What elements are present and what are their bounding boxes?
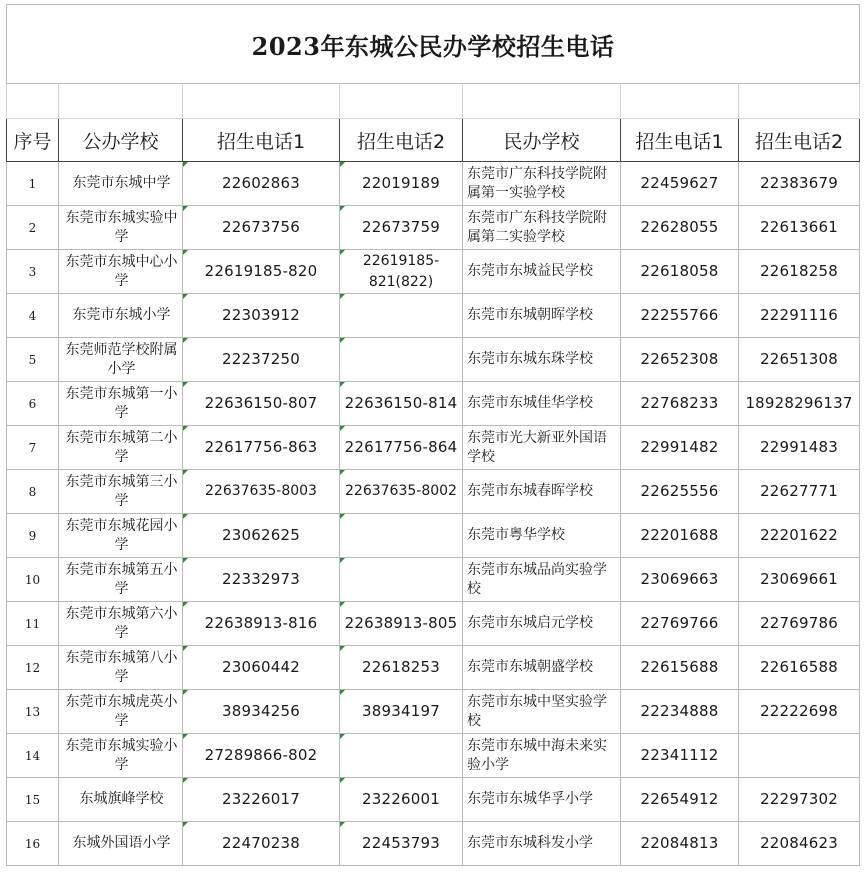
row-number[interactable]: 9 <box>7 514 59 558</box>
private-phone1[interactable]: 22625556 <box>621 470 739 514</box>
public-phone2[interactable] <box>340 734 463 778</box>
public-school-name[interactable]: 东莞市东城第一小学 <box>59 382 183 426</box>
public-phone1[interactable]: 22638913-816 <box>183 602 340 646</box>
header-private-school: 民办学校 <box>463 119 621 162</box>
private-phone1[interactable]: 22652308 <box>621 338 739 382</box>
private-school-name[interactable]: 东莞市光大新亚外国语学校 <box>463 426 621 470</box>
private-phone1[interactable]: 22768233 <box>621 382 739 426</box>
public-phone1[interactable]: 23062625 <box>183 514 340 558</box>
public-phone1[interactable]: 22673756 <box>183 206 340 250</box>
public-school-name[interactable]: 东莞市东城第三小学 <box>59 470 183 514</box>
row-number[interactable]: 14 <box>7 734 59 778</box>
public-school-name[interactable]: 东莞市东城中心小学 <box>59 250 183 294</box>
row-number[interactable]: 4 <box>7 294 59 338</box>
header-public-phone1: 招生电话1 <box>183 119 340 162</box>
table-row <box>7 162 860 206</box>
table-row <box>7 514 860 558</box>
row-number[interactable]: 8 <box>7 470 59 514</box>
private-school-name[interactable]: 东莞市东城春晖学校 <box>463 470 621 514</box>
table-row <box>7 822 860 866</box>
header-no: 序号 <box>7 119 59 162</box>
row-number[interactable]: 5 <box>7 338 59 382</box>
public-school-name[interactable]: 东莞市东城第六小学 <box>59 602 183 646</box>
blank-cell[interactable] <box>621 84 739 119</box>
public-phone2[interactable]: 22673759 <box>340 206 463 250</box>
row-number[interactable]: 12 <box>7 646 59 690</box>
public-phone1[interactable]: 23226017 <box>183 778 340 822</box>
private-school-name[interactable]: 东莞市东城东珠学校 <box>463 338 621 382</box>
private-phone2[interactable]: 22651308 <box>739 338 860 382</box>
private-phone2[interactable]: 22291116 <box>739 294 860 338</box>
table-row <box>7 426 860 470</box>
private-phone2[interactable]: 22613661 <box>739 206 860 250</box>
private-school-name[interactable]: 东莞市广东科技学院附属第二实验学校 <box>463 206 621 250</box>
table-row <box>7 690 860 734</box>
public-phone1[interactable]: 22636150-807 <box>183 382 340 426</box>
private-phone1[interactable]: 22769766 <box>621 602 739 646</box>
public-phone2[interactable]: 23226001 <box>340 778 463 822</box>
header-private-phone2: 招生电话2 <box>739 119 860 162</box>
public-school-name[interactable]: 东莞市东城实验小学 <box>59 734 183 778</box>
public-phone2[interactable] <box>340 558 463 602</box>
private-school-name[interactable]: 东莞市东城朝晖学校 <box>463 294 621 338</box>
public-school-name[interactable]: 东城外国语小学 <box>59 822 183 866</box>
enrollment-sheet <box>6 4 859 870</box>
private-phone1[interactable]: 22618058 <box>621 250 739 294</box>
public-phone2[interactable]: 22619185-821(822) <box>340 250 463 294</box>
public-phone1[interactable]: 22637635-8003 <box>183 470 340 514</box>
private-phone1[interactable]: 22255766 <box>621 294 739 338</box>
private-phone2[interactable]: 23069661 <box>739 558 860 602</box>
public-phone1[interactable]: 22619185-820 <box>183 250 340 294</box>
header-row <box>7 119 860 162</box>
private-phone2[interactable] <box>739 734 860 778</box>
table-row <box>7 294 860 338</box>
public-school-name[interactable]: 东莞市东城第二小学 <box>59 426 183 470</box>
public-phone2[interactable]: 22453793 <box>340 822 463 866</box>
private-school-name[interactable]: 东莞市东城朝盛学校 <box>463 646 621 690</box>
blank-cell[interactable] <box>183 84 340 119</box>
public-school-name[interactable]: 东莞市东城第八小学 <box>59 646 183 690</box>
public-phone2[interactable] <box>340 514 463 558</box>
enrollment-table <box>6 4 860 866</box>
private-phone2[interactable]: 22297302 <box>739 778 860 822</box>
private-school-name[interactable]: 东莞市粤华学校 <box>463 514 621 558</box>
private-phone1[interactable]: 22084813 <box>621 822 739 866</box>
blank-row <box>7 84 860 119</box>
table-row <box>7 250 860 294</box>
private-phone2[interactable]: 22627771 <box>739 470 860 514</box>
table-row <box>7 602 860 646</box>
public-phone1[interactable]: 22470238 <box>183 822 340 866</box>
public-phone2[interactable]: 22617756-864 <box>340 426 463 470</box>
private-phone1[interactable]: 22459627 <box>621 162 739 206</box>
public-phone2[interactable]: 22638913-805 <box>340 602 463 646</box>
public-school-name[interactable]: 东莞市东城中学 <box>59 162 183 206</box>
private-phone2[interactable]: 22383679 <box>739 162 860 206</box>
private-school-name[interactable]: 东莞市东城益民学校 <box>463 250 621 294</box>
public-phone1[interactable]: 27289866-802 <box>183 734 340 778</box>
private-phone2[interactable]: 22084623 <box>739 822 860 866</box>
private-phone2[interactable]: 22618258 <box>739 250 860 294</box>
public-phone1[interactable]: 22617756-863 <box>183 426 340 470</box>
public-school-name[interactable]: 东莞市东城实验中学 <box>59 206 183 250</box>
public-phone1[interactable]: 38934256 <box>183 690 340 734</box>
private-school-name[interactable]: 东莞市东城品尚实验学校 <box>463 558 621 602</box>
public-school-name[interactable]: 东莞市东城虎英小学 <box>59 690 183 734</box>
public-phone1[interactable]: 22303912 <box>183 294 340 338</box>
private-phone1[interactable]: 22991482 <box>621 426 739 470</box>
table-row <box>7 558 860 602</box>
row-number[interactable]: 6 <box>7 382 59 426</box>
blank-cell[interactable] <box>340 84 463 119</box>
row-number[interactable]: 2 <box>7 206 59 250</box>
table-row <box>7 206 860 250</box>
public-phone1[interactable]: 22602863 <box>183 162 340 206</box>
row-number[interactable]: 16 <box>7 822 59 866</box>
table-row <box>7 470 860 514</box>
blank-cell[interactable] <box>59 84 183 119</box>
header-public-phone2: 招生电话2 <box>340 119 463 162</box>
private-phone2[interactable]: 22222698 <box>739 690 860 734</box>
public-phone2[interactable]: 22636150-814 <box>340 382 463 426</box>
public-phone1[interactable]: 22332973 <box>183 558 340 602</box>
private-phone1[interactable]: 22201688 <box>621 514 739 558</box>
private-school-name[interactable]: 东莞市东城华孚小学 <box>463 778 621 822</box>
public-phone2[interactable] <box>340 338 463 382</box>
table-row <box>7 646 860 690</box>
public-phone2[interactable]: 22637635-8002 <box>340 470 463 514</box>
public-phone1[interactable]: 22237250 <box>183 338 340 382</box>
public-phone2[interactable]: 38934197 <box>340 690 463 734</box>
public-school-name[interactable]: 东莞市东城第五小学 <box>59 558 183 602</box>
private-phone1[interactable]: 22628055 <box>621 206 739 250</box>
public-school-name[interactable]: 东莞市东城花园小学 <box>59 514 183 558</box>
private-phone1[interactable]: 22654912 <box>621 778 739 822</box>
private-phone2[interactable]: 22991483 <box>739 426 860 470</box>
table-row <box>7 338 860 382</box>
table-row <box>7 778 860 822</box>
private-school-name[interactable]: 东莞市东城中海未来实验小学 <box>463 734 621 778</box>
blank-cell[interactable] <box>463 84 621 119</box>
public-phone2[interactable] <box>340 294 463 338</box>
public-school-name[interactable]: 东莞市东城小学 <box>59 294 183 338</box>
private-phone2[interactable]: 22769786 <box>739 602 860 646</box>
row-number[interactable]: 3 <box>7 250 59 294</box>
private-phone1[interactable]: 22615688 <box>621 646 739 690</box>
header-private-phone1: 招生电话1 <box>621 119 739 162</box>
table-row <box>7 734 860 778</box>
row-number[interactable]: 15 <box>7 778 59 822</box>
blank-cell[interactable] <box>739 84 860 119</box>
table-row <box>7 382 860 426</box>
public-school-name[interactable]: 东莞师范学校附属小学 <box>59 338 183 382</box>
header-public-school: 公办学校 <box>59 119 183 162</box>
private-school-name[interactable]: 东莞市东城中坚实验学校 <box>463 690 621 734</box>
private-phone2[interactable]: 18928296137 <box>739 382 860 426</box>
row-number[interactable]: 13 <box>7 690 59 734</box>
private-school-name[interactable]: 东莞市东城佳华学校 <box>463 382 621 426</box>
private-school-name[interactable]: 东莞市东城科发小学 <box>463 822 621 866</box>
private-phone1[interactable]: 23069663 <box>621 558 739 602</box>
private-phone1[interactable]: 22234888 <box>621 690 739 734</box>
private-phone2[interactable]: 22616588 <box>739 646 860 690</box>
row-number[interactable]: 7 <box>7 426 59 470</box>
row-number[interactable]: 1 <box>7 162 59 206</box>
private-school-name[interactable]: 东莞市广东科技学院附属第一实验学校 <box>463 162 621 206</box>
title-row <box>7 5 860 84</box>
row-number[interactable]: 11 <box>7 602 59 646</box>
row-number[interactable]: 10 <box>7 558 59 602</box>
blank-cell[interactable] <box>7 84 59 119</box>
public-phone1[interactable]: 23060442 <box>183 646 340 690</box>
public-phone2[interactable]: 22019189 <box>340 162 463 206</box>
private-phone1[interactable]: 22341112 <box>621 734 739 778</box>
public-phone2[interactable]: 22618253 <box>340 646 463 690</box>
sheet-title: 2023年东城公民办学校招生电话 <box>7 5 860 84</box>
public-school-name[interactable]: 东城旗峰学校 <box>59 778 183 822</box>
private-school-name[interactable]: 东莞市东城启元学校 <box>463 602 621 646</box>
private-phone2[interactable]: 22201622 <box>739 514 860 558</box>
